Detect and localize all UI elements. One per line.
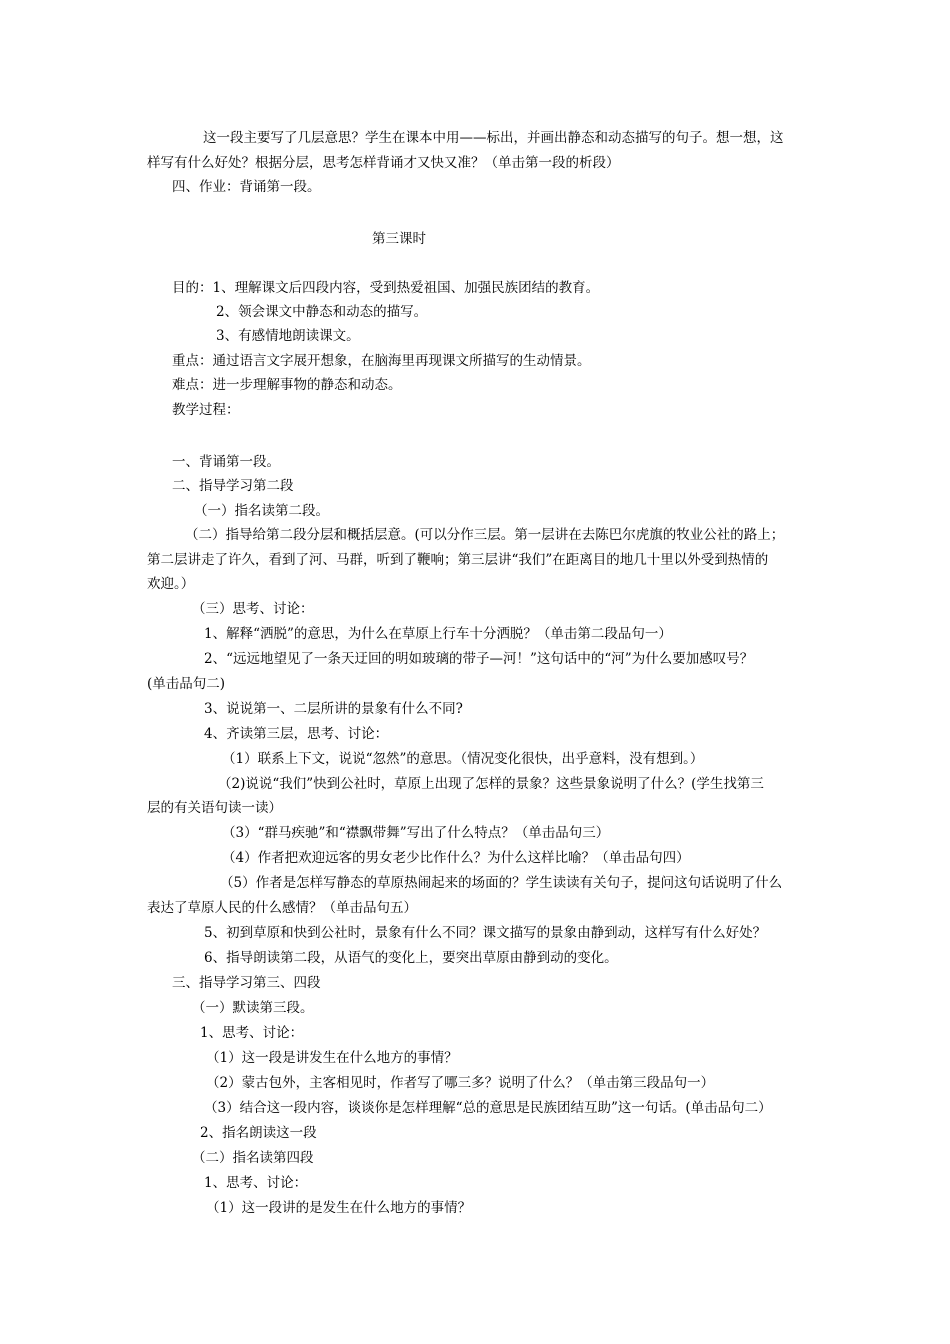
- text-line: （3）“群马疾驰”和“襟飘带舞”写出了什么特点？（单击品句三）: [222, 825, 610, 841]
- section-heading: 第三课时: [372, 231, 426, 247]
- text-line: （一）指名读第二段。: [194, 503, 329, 519]
- text-line: 重点：通过语言文字展开想象，在脑海里再现课文所描写的生动情景。: [172, 353, 591, 369]
- text-line: (单击品句二): [147, 676, 226, 692]
- text-line: （二）指导给第二段分层和概括层意。(可以分作三层。第一层讲在去陈巴尔虎旗的牧业公社的路上；: [185, 527, 785, 543]
- text-line: 目的：1、理解课文后四段内容，受到热爱祖国、加强民族团结的教育。: [172, 280, 600, 296]
- text-line: 3、说说第一、二层所讲的景象有什么不同?: [204, 701, 463, 717]
- text-line: 6、指导朗读第二段，从语气的变化上，要突出草原由静到动的变化。: [204, 950, 618, 966]
- text-line: （二）指名读第四段: [192, 1150, 314, 1166]
- text-line: 难点：进一步理解事物的静态和动态。: [172, 377, 402, 393]
- text-line: 一、背诵第一段。: [172, 454, 280, 470]
- text-line: 5、初到草原和快到公社时，景象有什么不同？课文描写的景象由静到动，这样写有什么好处？: [204, 925, 767, 941]
- text-line: （4）作者把欢迎远客的男女老少比作什么？为什么这样比喻？（单击品句四）: [222, 850, 690, 866]
- text-line: 样写有什么好处？根据分层，思考怎样背诵才又快又准？（单击第一段的析段）: [147, 155, 620, 171]
- text-line: （5）作者是怎样写静态的草原热闹起来的场面的？学生读读有关句子，提问这句话说明了什么: [220, 875, 783, 891]
- text-line: （2）蒙古包外，主客相见时，作者写了哪三多？说明了什么？（单击第三段品句一）: [206, 1075, 715, 1091]
- text-line: 三、指导学习第三、四段: [172, 975, 321, 991]
- text-line: 1、思考、讨论：: [200, 1025, 304, 1041]
- text-line: 第二层讲走了许久，看到了河、马群，听到了鞭响；第三层讲“我们”在距离目的地几十里以外受到热情的: [147, 552, 769, 568]
- text-line: （1）这一段讲的是发生在什么地方的事情？: [206, 1200, 472, 1216]
- text-line: 1、思考、讨论：: [204, 1175, 308, 1191]
- text-line: 1、解释“洒脱”的意思，为什么在草原上行车十分洒脱？（单击第二段品句一）: [204, 626, 672, 642]
- text-line: （三）思考、讨论：: [192, 601, 314, 617]
- text-line: 教学过程：: [172, 402, 240, 418]
- text-line: 四、作业：背诵第一段。: [172, 179, 321, 195]
- text-line: （3）结合这一段内容，谈谈你是怎样理解“总的意思是民族团结互助”这一句话。(单击品句二）: [204, 1100, 772, 1116]
- text-line: 2、领会课文中静态和动态的描写。: [216, 304, 428, 320]
- text-line: 4、齐读第三层，思考、讨论：: [204, 726, 389, 742]
- text-line: 层的有关语句读一读）: [147, 800, 282, 816]
- text-line: 2、“远远地望见了一条天迂回的明如玻璃的带子—河！”这句话中的“河”为什么要加感叹号？: [204, 651, 754, 667]
- text-line: 3、有感情地朗读课文。: [216, 328, 360, 344]
- text-line: （1）这一段是讲发生在什么地方的事情？: [206, 1050, 458, 1066]
- text-line: 这一段主要写了几层意思？学生在课本中用——标出，并画出静态和动态描写的句子。想一想，这: [203, 130, 784, 146]
- text-line: （1）联系上下文，说说“忽然”的意思。（情况变化很快，出乎意料，没有想到。）: [222, 751, 704, 767]
- text-line: 表达了草原人民的什么感情？（单击品句五）: [147, 900, 417, 916]
- text-line: 2、指名朗读这一段: [200, 1125, 317, 1141]
- text-line: （2)说说“我们”快到公社时，草原上出现了怎样的景象？这些景象说明了什么？(学生找第三: [218, 776, 764, 792]
- text-line: 二、指导学习第二段: [172, 478, 294, 494]
- text-line: （一）默读第三段。: [192, 1000, 314, 1016]
- text-line: 欢迎。）: [147, 576, 195, 592]
